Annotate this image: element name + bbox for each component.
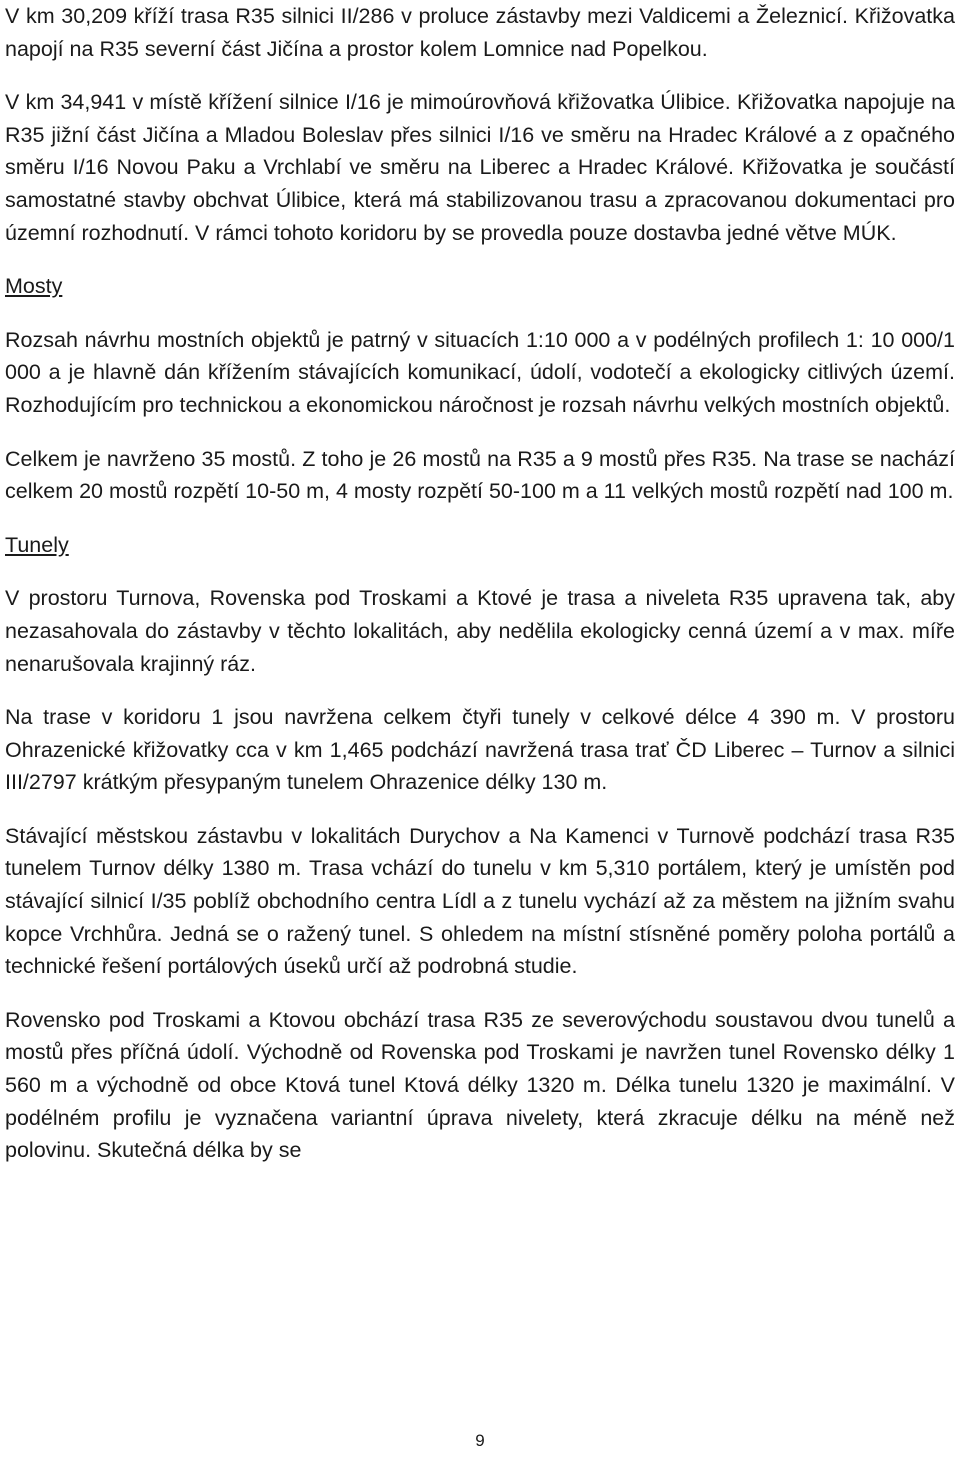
paragraph-tunnels-rovensko: Rovensko pod Troskami a Ktovou obchází trasa R35 ze severovýchodu soustavou dvou tunelů a mostů přes příčná údolí. Východně od Rovenska pod Troskami je navržen tunel Rovensko délky 1 560 m a východně od obce Ktová tunel Ktová délky 1320 m. Délka tunelu 1320 je maximální. V podélném profilu je vyznačena variantní úprava nivelety, která zkracuje délku na méně než polovinu. Skutečná délka by se bbox=[5, 1007, 955, 1163]
paragraph-ulibice-junction: V km 34,941 v místě křížení silnice I/16 je mimoúrovňová křižovatka Úlibice. Křižovatka napojuje na R35 jižní část Jičína a Mladou Boleslav přes silnici I/16 ve směru na Hradec Králové a z opačného směru I/16 Novou Paku a Vrchlabí ve směru na Liberec a Hradec Králové. Křižovatka je součástí samostatné stavby obchvat Úlibice, která má stabilizovanou trasu a zpracovanou dokumentaci pro územní rozhodnutí. V rámci tohoto koridoru by se provedla pouze dostavba jedné větve MÚK. bbox=[5, 90, 955, 245]
heading-tunely: Tunely bbox=[5, 532, 69, 557]
page-number: 9 bbox=[475, 1431, 485, 1450]
paragraph-tunnel-turnov: Stávající městskou zástavbu v lokalitách Durychov a Na Kamenci v Turnově podchází trasa R35 tunelem Turnov délky 1380 m. Trasa vchází do tunelu v km 5,310 portálem, který je umístěn pod stávající silnicí I/35 poblíž obchodního centra Lídl a z tunelu vychází až za městem na jižním svahu kopce Vrchhůra. Jedná se o ražený tunel. S ohledem na místní stísněné poměry poloha portálů a technické řešení portálových úseků určí až podrobná studie. bbox=[5, 823, 955, 979]
paragraph-bridges-scope: Rozsah návrhu mostních objektů je patrný v situacích 1:10 000 a v podélných profilech 1: 10 000/1 000 a je hlavně dán křížením stávajících komunikací, údolí, vodotečí a ekologicky citlivých území. Rozhodujícím pro technickou a ekonomickou náročnost je rozsah návrhu velkých mostních objektů. bbox=[5, 327, 955, 417]
paragraph-tunnels-area: V prostoru Turnova, Rovenska pod Troskami a Ktové je trasa a niveleta R35 upravena tak, aby nezasahovala do zástavby v těchto lokalitách, aby nedělila ekologicky cenná území a v max. míře nenarušovala krajinný ráz. bbox=[5, 586, 955, 676]
heading-mosty: Mosty bbox=[5, 274, 63, 299]
paragraph-bridges-count: Celkem je navrženo 35 mostů. Z toho je 26 mostů na R35 a 9 mostů přes R35. Na trase se nachází celkem 20 mostů rozpětí 10-50 m, 4 mosty rozpětí 50-100 m a 11 velkých mostů rozpětí nad 100 m. bbox=[5, 446, 955, 504]
document-body bbox=[5, 0, 955, 1167]
paragraph-tunnels-count: Na trase v koridoru 1 jsou navržena celkem čtyři tunely v celkové délce 4 390 m. V prostoru Ohrazenické křižovatky cca v km 1,465 podchází navržená trasa trať ČD Liberec – Turnov a silnici III/2797 krátkým přesypaným tunelem Ohrazenice délky 130 m. bbox=[5, 705, 955, 795]
paragraph-valdice-crossing: V km 30,209 kříží trasa R35 silnici II/286 v proluce zástavby mezi Valdicemi a Železnicí. Křižovatka napojí na R35 severní část Jičína a prostor kolem Lomnice nad Popelkou. bbox=[5, 4, 955, 61]
